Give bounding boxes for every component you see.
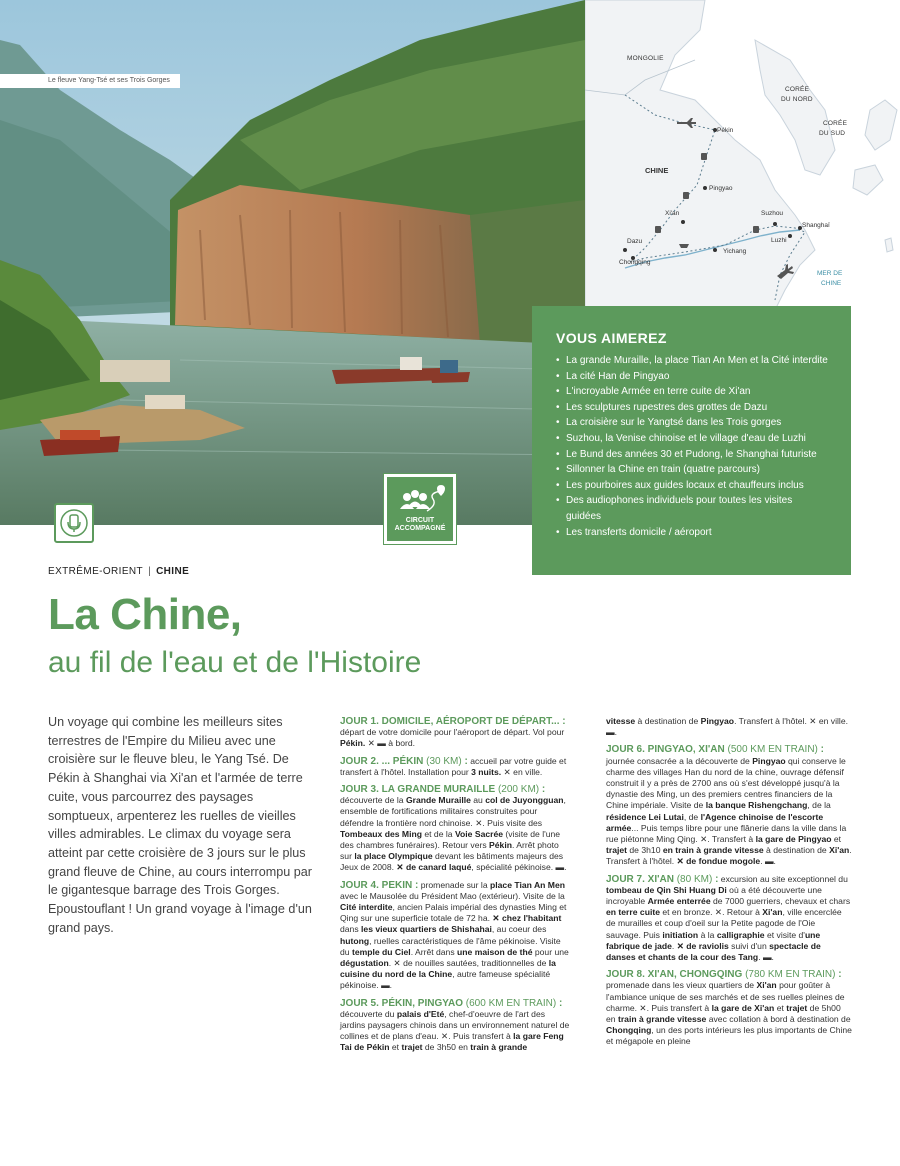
map-city-dazu: Dazu: [627, 238, 643, 245]
circuit-accompagne-badge: [384, 474, 456, 544]
highlight-item: • Sillonner la Chine en train (quatre parcours): [556, 462, 829, 478]
page-subtitle: au fil de l'eau et de l'Histoire: [48, 646, 422, 679]
highlights-title: VOUS AIMEREZ: [556, 330, 667, 346]
highlight-item: • La grande Muraille, la place Tian An Men et la Cité interdite: [556, 353, 829, 369]
map-label-coree-nord-1: CORÉE: [785, 86, 810, 93]
itinerary-column-2: [606, 716, 852, 1054]
page-title: La Chine,: [48, 590, 242, 639]
highlight-item: • Le Bund des années 30 et Pudong, le Shanghai futuriste: [556, 447, 829, 463]
map-city-yichang: Yichang: [723, 248, 747, 255]
circuit-label-line1: CIRCUIT: [405, 517, 435, 524]
day-2: JOUR 2. ... PÉKIN (30 KM) : accueil par votre guide et transfert à l'hôtel. Installation pour 3 nuits. ✕ en ville.: [340, 755, 567, 777]
highlight-item: • L'incroyable Armée en terre cuite de Xi'an: [556, 384, 829, 400]
map-label-coree-sud-1: CORÉE: [823, 120, 848, 127]
map-label-sea-2: CHINE: [821, 280, 842, 287]
map-label-coree-sud-2: DU SUD: [819, 130, 846, 137]
map-city-luzhi: Luzhi: [771, 237, 787, 244]
map-label-chine: CHINE: [645, 166, 669, 175]
day-5: JOUR 5. PÉKIN, PINGYAO (600 KM EN TRAIN) : découverte du palais d'Eté, chef-d'oeuvre de l'art des jardins paysagers chinois dans un environnement naturel de collines et de plans d'eau. ✕. Puis transfert à la gare Feng Tai de Pékin et trajet de 3h50 en train à grande: [340, 997, 570, 1053]
route-map: [585, 0, 900, 310]
group-route-icon: [397, 483, 447, 515]
map-city-suzhou: Suzhou: [761, 210, 784, 217]
highlight-item: • Suzhou, la Venise chinoise et le village d'eau de Luzhi: [556, 431, 829, 447]
breadcrumb: [48, 566, 189, 577]
highlights-list: [556, 353, 829, 540]
intro-paragraph: Un voyage qui combine les meilleurs sites terrestres de l'Empire du Milieu avec une croisière sur le fleuve bleu, le Yang Tsé. De Pékin à Shanghai via Xi'an et l'armée de terre cuite, vous parcourrez des paysages somptueux, arpenterez les ruelles de vieilles villes admirables. Le climax du voyage sera atteint par cette croisière de 3 jours sur le plus grand fleuve de Chine, au cours interrompu par le gigantesque barrage des Trois Gorges. Epoustouflant ! Un grand voyage à l'image d'un grand pays.: [48, 715, 312, 935]
map-city-shanghai: Shanghaï: [802, 222, 830, 229]
day-7: JOUR 7. XI'AN (80 KM) : excursion au site exceptionnel du tombeau de Qin Shi Huang Di où a été découverte une incroyable Armée enterrée de 7000 guerriers, chevaux et chars en terre cuite et en bronze. ✕. Retour à Xi'an, ville encerclée de murailles et coup d'oeil sur la Petite pagode de l'Oie sauvage. Puis initiation à la calligraphie et visite d'une fabrique de jade. ✕ de raviolis suivi d'un spectacle de danses et chants de la cour des Tang. ▬.: [606, 873, 851, 963]
day-4: JOUR 4. PEKIN : promenade sur la place Tian An Men avec le Mausolée du Président Mao (extérieur). Visite de la Cité interdite, ancien Palais impérial des dynasties Ming et Qing sur une superficie totale de 72 ha. ✕ chez l'habitant dans les vieux quartiers de Shishahai, au coeur des hutong, ruelles caractéristiques de l'âme pékinoise. Visite du temple du Ciel. Arrêt dans une maison de thé pour une dégustation. ✕ de nouilles sautées, traditionnelles de la cuisine du nord de la Chine, autre fameuse spécialité pékinoise. ▬.: [340, 879, 569, 991]
breadcrumb-region: EXTRÊME-ORIENT: [48, 566, 144, 577]
map-city-pekin: Pékin: [717, 127, 734, 134]
highlight-item: • La croisière sur le Yangtsé dans les Trois gorges: [556, 415, 829, 431]
highlight-item: • Les pourboires aux guides locaux et chauffeurs inclus: [556, 478, 829, 494]
map-city-xian: Xi'an: [665, 210, 680, 217]
map-label-coree-nord-2: DU NORD: [781, 96, 813, 103]
map-label-mongolie: MONGOLIE: [627, 55, 664, 62]
highlight-item: • Les sculptures rupestres des grottes de Dazu: [556, 400, 829, 416]
highlight-item: • Les transferts domicile / aéroport: [556, 525, 829, 541]
day-6: JOUR 6. PINGYAO, XI'AN (500 KM EN TRAIN) : journée consacrée a la découverte de Pingyao qui conserve le charme des villages Han du nord de la chine, ouvrage défensif construit il y a près de 2700 ans où s'est développé jusqu'à la dynastie des Ming, un des premiers centres financiers de la Chine impériale. Visite de la banque Rishengchang, de la résidence Lei Lutai, de l'Agence chinoise de l'escorte armée... Puis temps libre pour une flânerie dans la ville dans la rue piétonne Ming Qing. ✕. Transfert à la gare de Pingyao et trajet de 3h10 en train à grande vitesse à destination de Xi'an. Transfert à l'hôtel. ✕ de fondue mogole. ▬.: [606, 744, 852, 867]
map-city-chongqing: Chongqing: [619, 259, 651, 266]
highlights-box: [532, 306, 851, 575]
day-3: JOUR 3. LA GRANDE MURAILLE (200 KM) : découverte de la Grande Muraille au col de Juyongguan, ensemble de fortifications militaires construites pour défendre la frontière nord chinoise. ✕. Puis visite des Tombeaux des Ming et de la Voie Sacrée (visite de l'une des chambres funéraires). Retour vers Pékin. Arrêt photo sur la place Olympique devant les bâtiments majeurs des Jeux de 2008. ✕ de canard laqué, spécialité pékinoise. ▬.: [340, 784, 567, 873]
day-1: JOUR 1. DOMICILE, AÉROPORT DE DÉPART... : départ de votre domicile pour l'aéroport de départ. Vol pour Pékin. ✕ ▬ à bord.: [340, 716, 566, 749]
map-city-pingyao: Pingyao: [709, 185, 733, 192]
day-5-continued: vitesse à destination de Pingyao. Transfert à l'hôtel. ✕ en ville. ▬.: [606, 716, 848, 738]
map-label-sea-1: MER DE: [817, 270, 843, 277]
day-8: JOUR 8. XI'AN, CHONGQING (780 KM EN TRAIN) : promenade dans les vieux quartiers de Xi'an pour goûter à l'ambiance unique de ses marchés et de ses ruelles pleines de charme. ✕. Puis transfert à la gare de Xi'an et trajet de 5h00 en train à grande vitesse avec collation à bord à destination de Chongqing, un des ports intérieurs les plus importants de Chine et mégapole en pleine: [606, 969, 852, 1047]
photo-caption: Le fleuve Yang-Tsé et ses Trois Gorges: [0, 74, 180, 88]
highlight-item: • La cité Han de Pingyao: [556, 369, 829, 385]
circuit-label-line2: ACCOMPAGNÉ: [394, 525, 446, 532]
hero-photo: [0, 0, 585, 525]
breadcrumb-country: CHINE: [156, 566, 190, 577]
breadcrumb-separator: |: [148, 566, 152, 577]
audio-guide-icon: [59, 508, 89, 538]
itinerary-column-1: [340, 716, 570, 1060]
highlight-item: • Des audiophones individuels pour toutes les visites guidées: [556, 493, 829, 524]
audio-guide-badge: [54, 503, 94, 543]
